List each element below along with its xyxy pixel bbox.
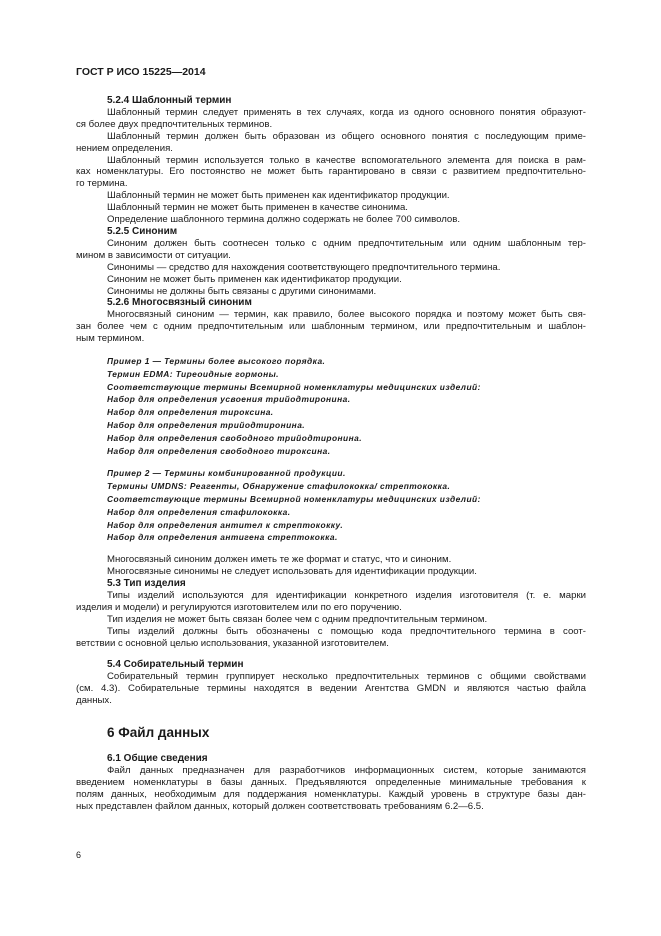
- example-line: Термин EDMA: Тиреоидные гормоны.: [107, 368, 279, 379]
- section-heading: 5.2.4 Шаблонный термин: [107, 95, 232, 106]
- paragraph-line: Шаблонный термин следует применять в тех случаях, когда из одного основного понятия образуют-: [107, 106, 586, 118]
- paragraph-line: введением номенклатуры в базы данных. Предъявляются определенные минимальные требования к: [76, 776, 586, 788]
- paragraph-line: Тип изделия не может быть связан более чем с одним предпочтительным термином.: [107, 613, 488, 625]
- page-number: 6: [76, 850, 82, 860]
- document-body: [76, 95, 586, 813]
- example-line: Набор для определения свободного трийодтиронина.: [107, 432, 363, 443]
- paragraph-line: Многосвязный синоним должен иметь те же формат и статус, что и синоним.: [107, 554, 452, 566]
- example-line: Соответствующие термины Всемирной номенклатуры медицинских изделий:: [107, 381, 481, 392]
- paragraph-line: Определение шаблонного термина должно содержать не более 700 символов.: [107, 214, 461, 226]
- paragraph-line: мином в зависимости от ситуации.: [76, 249, 231, 261]
- section-heading: 5.2.5 Синоним: [107, 225, 178, 237]
- example-line: Набор для определения трийодтиронина.: [107, 420, 306, 431]
- example-line: Пример 2 — Термины комбинированной продукции.: [107, 468, 346, 479]
- paragraph-line: Шаблонный термин должен быть образован из общего основного понятия с последующим приме-: [107, 130, 586, 142]
- paragraph-line: зан более чем с одним предпочтительным или шаблонным термином, или предпочтительным и шаблон-: [76, 321, 586, 333]
- spacer: [76, 544, 586, 554]
- spacer: [76, 345, 586, 355]
- paragraph-line: Типы изделий должны быть обозначены с помощью кода предпочтительного термина в соот-: [107, 625, 586, 637]
- paragraph-line: Многосвязный синоним — термин, как правило, более высокого порядка и поэтому может быть свя-: [107, 309, 586, 321]
- example-line: Пример 1 — Термины более высокого порядка.: [107, 356, 326, 367]
- chapter-heading: 6 Файл данных: [107, 725, 210, 741]
- section-heading: 5.3 Тип изделия: [107, 578, 186, 589]
- section-heading: 5.4 Собирательный термин: [107, 659, 244, 671]
- paragraph-line: Шаблонный термин используется только в качестве вспомогательного элемента для поиска в рам-: [107, 154, 586, 166]
- example-line: Набор для определения усвоения трийодтиронина.: [107, 394, 351, 405]
- paragraph-line: ся более двух предпочтительных терминов.: [76, 118, 273, 130]
- example-line: Набор для определения антигена стрептококка.: [107, 532, 338, 543]
- paragraph-line: изделия и модели) и регулируются изготовителем или по его поручению.: [76, 601, 402, 613]
- spacer: [76, 649, 586, 659]
- paragraph-line: полям данных, необходимым для поддержания номенклатуры. Каждый уровень в структуре базы дан-: [76, 788, 586, 800]
- example-line: Набор для определения тироксина.: [107, 407, 274, 418]
- standard-header: ГОСТ Р ИСО 15225—2014: [76, 66, 206, 78]
- paragraph-line: Синоним не может быть применен как идентификатор продукции.: [107, 273, 402, 285]
- paragraph-line: Синонимы — средство для нахождения соответствующего предпочтительного термина.: [107, 261, 501, 273]
- paragraph-line: нением определения.: [76, 142, 173, 154]
- paragraph-line: Синонимы не должны быть связаны с другими синонимами.: [107, 285, 377, 297]
- example-line: Набор для определения стафилококка.: [107, 506, 291, 517]
- paragraph-line: Файл данных предназначен для разработчиков информационных систем, которые занимаются: [107, 764, 586, 776]
- paragraph-line: Многосвязные синонимы не следует использовать для идентификации продукции.: [107, 566, 477, 578]
- section-heading: 5.2.6 Многосвязный синоним: [107, 297, 252, 309]
- paragraph-line: Собирательный термин группирует несколько предпочтительных терминов с общими свойствами: [107, 671, 586, 683]
- paragraph-line: (см. 4.3). Собирательные термины находятся в ведении Агентства GMDN и являются частью файла: [76, 683, 586, 695]
- example-line: Набор для определения свободного тироксина.: [107, 445, 331, 456]
- section-heading: 6.1 Общие сведения: [107, 752, 208, 764]
- paragraph-line: ветствии с основной целью использования, указанной изготовителем.: [76, 637, 389, 649]
- paragraph-line: го термина.: [76, 178, 128, 190]
- paragraph-line: данных.: [76, 695, 112, 707]
- paragraph-line: ным термином.: [76, 333, 145, 345]
- paragraph-line: Шаблонный термин не может быть применен в качестве синонима.: [107, 202, 408, 214]
- paragraph-line: ных представлен файлом данных, который должен соответствовать требованиям 6.2—6.5.: [76, 800, 484, 812]
- spacer: [76, 457, 586, 467]
- example-line: Набор для определения антител к стрептококку.: [107, 519, 344, 530]
- paragraph-line: Шаблонный термин не может быть применен как идентификатор продукции.: [107, 190, 450, 202]
- example-line: Соответствующие термины Всемирной номенклатуры медицинских изделий:: [107, 494, 481, 504]
- paragraph-line: Типы изделий используются для идентификации конкретного изделия изготовителя (т. е. марки: [107, 589, 586, 601]
- paragraph-line: Синоним должен быть соотнесен только с одним предпочтительным или одним шаблонным тер-: [107, 237, 586, 249]
- example-line: Термины UMDNS: Реагенты, Обнаружение стафилококка/ стрептококка.: [107, 481, 451, 492]
- paragraph-line: ках номенклатуры. Его постоянство не может быть гарантировано в связи с развитием предпочтительно-: [76, 166, 586, 178]
